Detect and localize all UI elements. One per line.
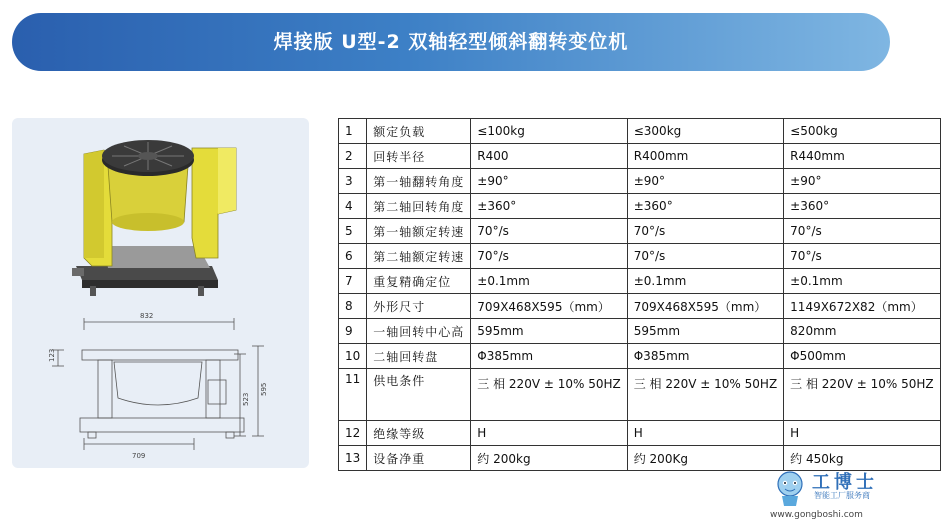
table-row [339, 294, 941, 319]
cell-value-500kg: ±0.1mm [784, 269, 940, 294]
cell-value-500kg: 820mm [784, 319, 940, 344]
cell-value-300kg: 70°/s [627, 219, 783, 244]
spec-table [338, 118, 941, 471]
spec-table-body [339, 119, 941, 471]
cell-value-500kg: H [784, 421, 940, 446]
table-row [339, 169, 941, 194]
cell-value-100kg: 709X468X595（mm） [471, 294, 627, 319]
cell-row-number: 1 [339, 119, 367, 144]
table-row [339, 219, 941, 244]
cell-value-100kg: ±360° [471, 194, 627, 219]
cell-param-name: 二轴回转盘 [367, 344, 471, 369]
cell-value-100kg: Φ385mm [471, 344, 627, 369]
table-row [339, 194, 941, 219]
table-row [339, 319, 941, 344]
product-image-panel [12, 118, 309, 468]
table-row [339, 269, 941, 294]
cell-row-number: 4 [339, 194, 367, 219]
cell-row-number: 9 [339, 319, 367, 344]
drawing-base-label: 709 [132, 452, 146, 460]
cell-value-500kg: 70°/s [784, 244, 940, 269]
table-row [339, 369, 941, 421]
cell-value-500kg: 约 450kg [784, 446, 940, 471]
cell-param-name: 绝缘等级 [367, 421, 471, 446]
cell-value-100kg: 70°/s [471, 219, 627, 244]
cell-value-300kg: Φ385mm [627, 344, 783, 369]
cell-value-100kg: 595mm [471, 319, 627, 344]
table-row [339, 144, 941, 169]
cell-row-number: 10 [339, 344, 367, 369]
page-title: 焊接版 U型-2 双轴轻型倾斜翻转变位机 [273, 31, 629, 53]
cell-value-500kg: 70°/s [784, 219, 940, 244]
cell-value-300kg: 709X468X595（mm） [627, 294, 783, 319]
cell-value-500kg: ±90° [784, 169, 940, 194]
watermark-subtitle: 智能工厂服务商 [814, 491, 870, 500]
cell-value-300kg: R400mm [627, 144, 783, 169]
cell-value-100kg: H [471, 421, 627, 446]
cell-param-name: 回转半径 [367, 144, 471, 169]
cell-value-500kg: ±360° [784, 194, 940, 219]
cell-value-300kg: ±0.1mm [627, 269, 783, 294]
drawing-h2-label: 523 [242, 392, 250, 406]
cell-param-name: 重复精确定位 [367, 269, 471, 294]
cell-param-name: 第二轴额定转速 [367, 244, 471, 269]
machine-3d-render [72, 140, 236, 296]
cell-row-number: 7 [339, 269, 367, 294]
cell-row-number: 3 [339, 169, 367, 194]
cell-row-number: 11 [339, 369, 367, 421]
cell-value-300kg: ±90° [627, 169, 783, 194]
cell-row-number: 8 [339, 294, 367, 319]
cell-value-100kg: 70°/s [471, 244, 627, 269]
cell-value-100kg: ±0.1mm [471, 269, 627, 294]
cell-value-300kg: 约 200Kg [627, 446, 783, 471]
positioner-render [12, 118, 309, 468]
table-row [339, 446, 941, 471]
cell-value-300kg: 三 相 220V ± 10% 50HZ [627, 369, 783, 421]
cell-param-name: 第一轴额定转速 [367, 219, 471, 244]
cell-value-100kg: 三 相 220V ± 10% 50HZ [471, 369, 627, 421]
drawing-h3-label: 595 [260, 382, 268, 396]
watermark-url: www.gongboshi.com [770, 510, 863, 520]
technical-drawing [52, 318, 264, 450]
cell-value-100kg: ±90° [471, 169, 627, 194]
cell-row-number: 5 [339, 219, 367, 244]
cell-param-name: 第二轴回转角度 [367, 194, 471, 219]
drawing-width-label: 832 [140, 312, 154, 320]
watermark-title: 工博士 [812, 472, 878, 493]
cell-value-300kg: 70°/s [627, 244, 783, 269]
cell-value-100kg: R400 [471, 144, 627, 169]
cell-value-500kg: R440mm [784, 144, 940, 169]
cell-value-500kg: ≤500kg [784, 119, 940, 144]
cell-param-name: 外形尺寸 [367, 294, 471, 319]
cell-param-name: 供电条件 [367, 369, 471, 421]
table-row [339, 344, 941, 369]
cell-value-500kg: Φ500mm [784, 344, 940, 369]
cell-value-300kg: 595mm [627, 319, 783, 344]
cell-param-name: 额定负载 [367, 119, 471, 144]
cell-row-number: 12 [339, 421, 367, 446]
cell-value-500kg: 1149X672X82（mm） [784, 294, 940, 319]
table-row [339, 421, 941, 446]
drawing-h1-label: 123 [48, 348, 56, 362]
cell-value-100kg: 约 200kg [471, 446, 627, 471]
table-row [339, 244, 941, 269]
cell-value-100kg: ≤100kg [471, 119, 627, 144]
cell-param-name: 设备净重 [367, 446, 471, 471]
watermark [770, 468, 895, 528]
title-banner [12, 13, 890, 71]
cell-value-300kg: H [627, 421, 783, 446]
table-row [339, 119, 941, 144]
cell-row-number: 2 [339, 144, 367, 169]
cell-value-500kg: 三 相 220V ± 10% 50HZ [784, 369, 940, 421]
mascot-icon [770, 468, 810, 508]
cell-row-number: 6 [339, 244, 367, 269]
cell-param-name: 第一轴翻转角度 [367, 169, 471, 194]
cell-param-name: 一轴回转中心高 [367, 319, 471, 344]
cell-row-number: 13 [339, 446, 367, 471]
cell-value-300kg: ≤300kg [627, 119, 783, 144]
cell-value-300kg: ±360° [627, 194, 783, 219]
